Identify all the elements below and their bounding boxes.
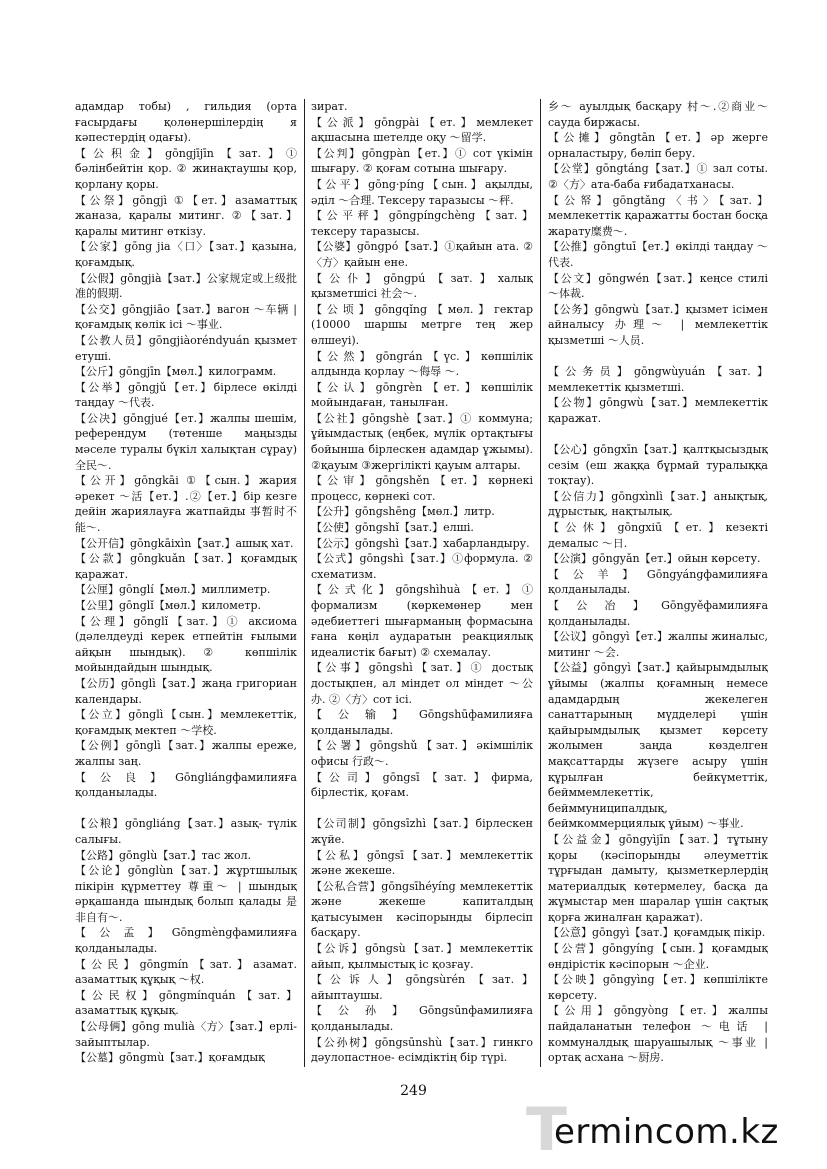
dictionary-column-left — [75, 99, 297, 1064]
dictionary-entry: 【公孟】Gōngmèngфамилияға қолданылады. — [75, 926, 297, 956]
dictionary-entry: 【公母俩】gōng mulià〈方〉【зат.】ерлі-зайыптылар. — [75, 1020, 297, 1049]
dictionary-entry: 【公升】gōngshēng【мөл.】литр. — [311, 505, 495, 519]
dictionary-entry: адамдар тобы) , гильдия (орта ғасырдағы қолөнершілердің я кәпестердің одағы). — [75, 100, 297, 145]
dictionary-entry: 【公论】gōnglùn【зат.】жұртшылық пікірін құрметтеу 尊重～ | шындық әрқашанда шындық болып қалады 是非自有～. — [75, 864, 297, 924]
termincom-logo[interactable] — [520, 1095, 820, 1165]
dictionary-entry: 【公示】gōngshì【зат.】хабарландыру. — [311, 536, 530, 550]
dictionary-entry: 【公用】gōngyòng【ет.】жалпы пайдаланатын телефон ～电话 | коммуналдық шаруашылық ～事业 | ортақ асхана ～厨房. — [548, 1004, 768, 1064]
dictionary-entry: 【公务】gōngwù【зат.】қызмет ісімен айналысу 办理～ | мемлекеттік қызметші ～人员. — [548, 302, 768, 347]
dictionary-entry: 【公益金】gōngyìjīn【зат.】тұтыну қоры (кәсіпорынды әлеуметтік тұрғыдан дамыту, қызметкерлердің материалдық көтермелеу, басқа да жұмыстар мен шаралар үшін сақтық қорға жиналған қаражат). — [548, 832, 768, 924]
logo-text: ermincom.kz — [554, 1112, 779, 1152]
dictionary-entry: 【公休】gōngxiū【ет.】кезекті демалыс ～日. — [548, 521, 768, 550]
dictionary-entry: 【公历】gōnglì【зат.】жаңа григориан календары. — [75, 676, 297, 706]
dictionary-entry: 【公私】gōngsī【зат.】мемлекеттік және жекеше. — [311, 848, 533, 878]
dictionary-entry: 【公家】gōng jia〈口〉【зат.】қазына, қоғамдық. — [75, 240, 297, 269]
dictionary-column-middle — [311, 99, 533, 1064]
dictionary-entry: 【公民】gōngmín【зат.】азамат. азаматтық құқық ～权. — [75, 957, 297, 987]
dictionary-entry: 【公营】gōngyíng【сын.】қоғамдық өндірістік кәсіпорын ～企业. — [548, 942, 768, 971]
dictionary-entry: зират. — [311, 100, 348, 113]
dictionary-entry: 【公诉人】gōngsùrén【зат.】айыптаушы. — [311, 973, 533, 1002]
dictionary-entry: 【公教人员】gōngjiàoréndyuán қызмет етуші. — [75, 333, 297, 363]
dictionary-entry: 【公信力】gōngxìnlì【зат.】анықтық, дұрыстық, нақтылық. — [548, 489, 768, 519]
dictionary-entry: 【公使】gōngshǐ【зат.】елші. — [311, 521, 474, 535]
dictionary-column-right — [548, 99, 768, 1064]
dictionary-entry: 【公帑】gōngtǎng〈书〉【зат.】мемлекеттік қаражатты бостан босқа жарату糜费～. — [548, 193, 768, 238]
dictionary-entry: 【公判】gōngpàn【ет.】① сот үкімін шығару. ② қоғам сотына шығару. — [311, 146, 533, 176]
dictionary-entry: 【公映】gōngyìng【ет.】көпшілікте көрсету. — [548, 973, 768, 1002]
dictionary-entry: 【公良】Gōngliángфамилияға қолданылады. — [75, 770, 297, 800]
dictionary-entry: 【公物】gōngwù【зат.】мемлекеттік қаражат. — [548, 396, 768, 425]
dictionary-entry: 【公路】gōnglù【зат.】тас жол. — [75, 848, 252, 862]
blank-line — [75, 801, 297, 817]
logo-letter: T — [526, 1095, 567, 1165]
dictionary-entry: 【公粮】gōngliáng【зат.】азық- түлік салығы. — [75, 817, 297, 846]
dictionary-entry: 【公民权】gōngmínquán【зат.】азаматтық құқық. — [75, 988, 297, 1018]
dictionary-entry: 【公积金】gōngjījīn【зат.】① бәлінбейтін қор. ② жинақтаушы қор, қорлану қоры. — [75, 146, 297, 191]
dictionary-entry: 【公平】gōng·píng【сын.】ақылды, әділ ～合理. Тексеру таразысы ～秤. — [311, 177, 533, 207]
dictionary-entry: 【公推】gōngtuī【ет.】өкілді таңдау ～代表. — [548, 240, 768, 269]
dictionary-entry: 【公文】gōngwén【зат.】кеңсе стилі ～体裁. — [548, 271, 768, 301]
dictionary-entry: 【公审】gōngshěn【ет.】көрнекі процесс, көрнекі сот. — [311, 474, 533, 503]
dictionary-entry: 【公举】gōngjǔ【ет.】бірлесе өкілді таңдау ～代表. — [75, 380, 297, 410]
dictionary-entry: 【公认】gōngrèn【ет.】көпшілік мойындаған, танылған. — [311, 380, 533, 410]
dictionary-entry: 【公假】gōngjià【зат.】公家规定或上级批准的假期. — [75, 271, 297, 301]
blank-line — [311, 801, 533, 817]
dictionary-entry: 【公署】gōngshǔ【зат.】әкімшілік офисы 行政～. — [311, 739, 533, 768]
dictionary-entry: 【公派】gōngpài【ет.】мемлекет ақшасына шетелде оқу ～留学. — [311, 115, 533, 145]
dictionary-entry: 【公孙】Gōngsūnфамилияға қолданылады. — [311, 1004, 533, 1034]
dictionary-entry: 【公冶】Gōngyěфамилияға қолданылады. — [548, 599, 768, 628]
blank-line — [548, 349, 768, 365]
dictionary-entry: 【公式化】gōngshìhuà【ет.】① формализм (көркемөнер мен әдебиеттегі шығарманың формасына ғана көңіл аударатын реакциялық идеалистік бағыт) ② схемалау. — [311, 583, 533, 659]
dictionary-entry: 乡～ ауылдық басқару 村～.②商业～ сауда биржасы. — [548, 100, 768, 129]
blank-line — [548, 426, 768, 442]
dictionary-entry: 【公婆】gōngpó【зат.】①қайын ата. ②〈方〉қайын ене. — [311, 240, 533, 269]
column-divider — [304, 99, 305, 1067]
dictionary-entry: 【公司】gōngsī【зат.】фирма, бірлестік, қоғам. — [311, 770, 533, 800]
dictionary-entry: 【公款】gōngkuǎn【зат.】қоғамдық қаражат. — [75, 552, 297, 581]
dictionary-entry: 【公平秤】gōngpíngchèng【зат.】тексеру таразысы. — [311, 209, 533, 238]
dictionary-entry: 【公司制】gōngsīzhì【зат.】бірлескен жүйе. — [311, 817, 533, 846]
dictionary-entry: 【公意】gōngyì【зат.】қоғамдық пікір. — [548, 926, 766, 940]
dictionary-entry: 【公然】gōngrán【үс.】көпшілік алдында қорлау ～侮辱 ～. — [311, 349, 533, 379]
dictionary-entry: 【公羊】Gōngyángфамилияға қолданылады. — [548, 567, 768, 597]
dictionary-entry: 【公交】gōngjiāo【зат.】вагон ～车辆 | қоғамдық көлік ісі ～事业. — [75, 302, 297, 332]
dictionary-entry: 【公里】gōnglǐ【мөл.】километр. — [75, 599, 261, 612]
dictionary-entry: 【公开】gōngkāi ①【сын.】жария әрекет ～活【ет.】.②【ет.】бір кезге дейін жариялауға жатпайды 事暂时不能～. — [75, 474, 297, 535]
dictionary-entry: 【公议】gōngyì【ет.】жалпы жиналыс, митинг ～会. — [548, 630, 768, 659]
dictionary-entry: 【公诉】gōngsù【зат.】мемлекеттік айып, қылмыстық іс қозғау. — [311, 942, 533, 971]
dictionary-entry: 【公理】gōnglǐ【зат.】① аксиома (дәлелдеуді керек етпейтін ғылыми айқын шындық). ② көпшілік мойындайдын шындық. — [75, 614, 297, 675]
page-number: 249 — [400, 1083, 427, 1099]
dictionary-entry: 【公决】gōngjué【ет.】жалпы шешім, референдум (төтенше маңызды мәселе туралы бүкіл халықтан сұрау) 全民～. — [75, 411, 297, 472]
dictionary-entry: 【公厘】gōnglí【мөл.】миллиметр. — [75, 583, 271, 597]
dictionary-entry: 【公私合营】gōngsīhéyíng мемлекеттік және жекеше капиталдың қатысуымен кәсіпорынды бірлесіп басқару. — [311, 879, 533, 940]
dictionary-entry: 【公心】gōngxīn【зат.】қалтқысыздық сезім (еш жаққа бұрмай туралыққа тоқтау). — [548, 443, 768, 488]
dictionary-entry: 【公式】gōngshì【зат.】①формула. ② схематизм. — [311, 552, 533, 581]
dictionary-entry: 【公祭】gōngjì ①【ет.】азаматтық жаназа, қаралы митинг. ②【зат.】қаралы митинг өткізу. — [75, 193, 297, 238]
dictionary-entry: 【公摊】gōngtān【ет.】әр жерге орналастыру, бөліп беру. — [548, 131, 768, 160]
dictionary-entry: 【公仆】gōngpú【зат.】халық қызметшісі 社会～. — [311, 271, 533, 301]
column-divider — [540, 99, 541, 1067]
dictionary-entry: 【公输】Gōngshūфамилияға қолданылады. — [311, 708, 533, 737]
dictionary-entry: 【公孙树】gōngsūnshù【зат.】гинкго дәулопастное- есімдіктің бір түрі. — [311, 1035, 533, 1064]
dictionary-entry: 【公益】gōngyì【зат.】қайырымдылық ұйымы (жалпы қоғамның немесе адамдардың жекелеген санаттарының мүдделері үшін қайырымдылық қызмет көрсету жолымен заңда көзделген мақсаттарды жүзеге асыру үшін құрылған бейкүметтік, бейммемлекеттік, бейммуниципалдық, беймкоммерциялық ұйым) ～事业. — [548, 661, 768, 831]
dictionary-entry: 【公顷】gōngqǐng【мөл.】гектар (10000 шаршы метрге тең жер өлшеуі). — [311, 302, 533, 347]
dictionary-entry: 【公务员】gōngwùyuán【зат.】мемлекеттік қызметші. — [548, 365, 768, 394]
dictionary-entry: 【公墓】gōngmù【зат.】қоғамдық — [75, 1051, 265, 1064]
dictionary-entry: 【公社】gōngshè【зат.】① коммуна; ұйымдастық (еңбек, мүлік ортақтығы бойынша бірлескен адамдар ұжымы). ②қауым ③жергілікті қауым алтары. — [311, 411, 533, 472]
dictionary-entry: 【公立】gōnglì【сын.】мемлекеттік, қоғамдық мектеп ～学校. — [75, 708, 297, 737]
dictionary-entry: 【公堂】gōngtáng【зат.】① зал соты. ②〈方〉ата-баба ғибадатханасы. — [548, 162, 768, 191]
dictionary-entry: 【公事】gōngshì【зат.】① достық достықпен, ал міндет ол міндет ～公办. ②〈方〉сот ісі. — [311, 661, 533, 706]
dictionary-entry: 【公例】gōnglì【зат.】жалпы ереже, жалпы заң. — [75, 739, 297, 768]
dictionary-entry: 【公开信】gōngkāixìn【зат.】ашық хат. — [75, 536, 294, 550]
dictionary-entry: 【公演】gōngyǎn【ет.】ойын көрсету. — [548, 552, 761, 566]
dictionary-entry: 【公斤】gōngjīn【мөл.】килограмм. — [75, 365, 277, 379]
